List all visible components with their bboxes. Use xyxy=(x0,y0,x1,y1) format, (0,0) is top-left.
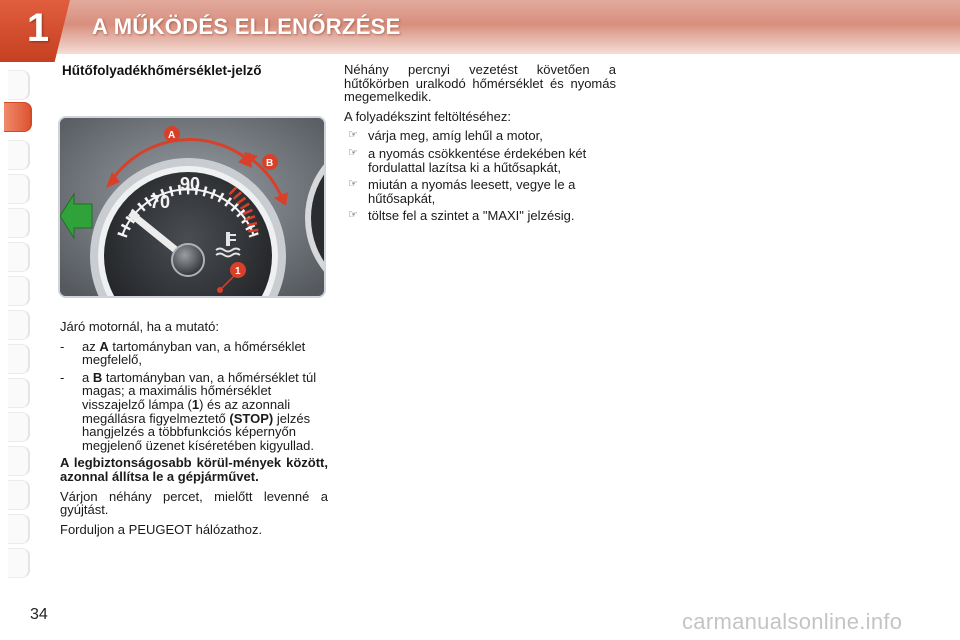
chapter-tab-4[interactable] xyxy=(8,208,30,238)
page-title: A MŰKÖDÉS ELLENŐRZÉSE xyxy=(92,14,401,39)
lamp-1-dot xyxy=(217,287,223,293)
refill-heading: A folyadékszint feltöltéséhez: xyxy=(344,108,511,124)
page-header xyxy=(0,0,960,62)
pointing-hand-icon: ☞ xyxy=(348,129,358,142)
chapter-tab-12[interactable] xyxy=(8,480,30,510)
warning-paragraph: A legbiztonságosabb körül-mények között, azonnal állítsa le a gépjárművet. xyxy=(60,455,328,484)
list-dash: - xyxy=(60,369,65,385)
stop-ref: (STOP) xyxy=(229,410,274,426)
chapter-tab-11[interactable] xyxy=(8,446,30,476)
contact-paragraph: Forduljon a PEUGEOT hálózathoz. xyxy=(60,521,263,537)
intro-paragraph: Néhány percnyi vezetést követően a hűtőkörben uralkodó hőmérséklet és nyomás megemelkedik. xyxy=(344,62,616,105)
gauge-svg xyxy=(60,118,324,296)
list-item-prefix: az xyxy=(82,338,100,354)
chapter-tab-9[interactable] xyxy=(8,378,30,408)
column-1-text xyxy=(60,320,328,542)
lamp-1-ref: 1 xyxy=(191,396,200,412)
intro-paragraph: Járó motornál, ha a mutató: xyxy=(60,319,219,334)
chapter-tab-13[interactable] xyxy=(8,514,30,544)
zone-b-label: B xyxy=(266,158,274,169)
zone-a-ref: A xyxy=(99,338,109,354)
list-item-text: tartományban van, a hőmérséklet túl magas; a maximális hőmérséklet visszajelző lámpa ( xyxy=(82,369,317,412)
list-item-body xyxy=(82,340,328,367)
pointing-hand-icon: ☞ xyxy=(348,178,358,191)
step-text: miután a nyomás leesett, vegye le a hűtősapkát, xyxy=(368,177,576,206)
list-item-zone-a xyxy=(60,340,328,367)
chapter-tab-5[interactable] xyxy=(8,242,30,272)
wait-paragraph: Várjon néhány percet, mielőtt levenné a gyújtást. xyxy=(60,488,328,518)
chapter-tab-8[interactable] xyxy=(8,344,30,374)
column-2-text xyxy=(344,63,616,227)
chapter-tab-1-active[interactable] xyxy=(4,102,32,132)
step-text: várja meg, amíg lehűl a motor, xyxy=(368,128,543,144)
gauge-label-90: 90 xyxy=(180,174,201,194)
list-item xyxy=(344,209,616,223)
gauge-needle-hub xyxy=(172,244,204,276)
step-text: töltse fel a szintet a "MAXI" jelzésig. xyxy=(368,208,575,224)
watermark: carmanualsonline.info xyxy=(682,609,903,634)
zone-a-label: A xyxy=(168,130,176,141)
list-item xyxy=(344,147,616,174)
chapter-tab-2[interactable] xyxy=(8,140,30,170)
list-item-text: tartományban van, a hőmérséklet megfelelő, xyxy=(82,338,306,368)
chapter-tabs-rail xyxy=(0,62,34,582)
chapter-tab-0[interactable] xyxy=(8,70,30,100)
list-item-text: ) és az azonnali megállásra figyelmeztető xyxy=(82,396,291,426)
pointing-hand-icon: ☞ xyxy=(348,209,358,222)
page-number: 34 xyxy=(30,606,48,623)
zone-b-ref: B xyxy=(92,369,103,385)
section-heading: Hűtőfolyadékhőmérséklet-jelző xyxy=(62,63,262,78)
coolant-gauge-illustration xyxy=(58,116,326,298)
chapter-tab-7[interactable] xyxy=(8,310,30,340)
pointing-hand-icon: ☞ xyxy=(348,146,358,159)
list-dash: - xyxy=(60,338,65,354)
list-item-text: jelzés hangjelzés a többfunkciós képernyőn megjelenő üzenet kíséretében kigyullad. xyxy=(82,410,314,453)
list-item xyxy=(344,178,616,205)
list-item-body xyxy=(82,371,328,453)
chapter-tab-3[interactable] xyxy=(8,174,30,204)
list-item-prefix: a xyxy=(82,369,93,385)
list-item-zone-b xyxy=(60,371,328,453)
chapter-tab-14[interactable] xyxy=(8,548,30,578)
chapter-tab-6[interactable] xyxy=(8,276,30,306)
step-text: a nyomás csökkentése érdekében két fordulattal lazítsa ki a hűtősapkát, xyxy=(368,145,587,175)
lamp-1-label: 1 xyxy=(235,266,241,277)
list-item xyxy=(344,129,616,143)
chapter-tab-10[interactable] xyxy=(8,412,30,442)
gauge-label-70: 70 xyxy=(150,192,171,212)
chapter-number: 1 xyxy=(26,6,50,50)
